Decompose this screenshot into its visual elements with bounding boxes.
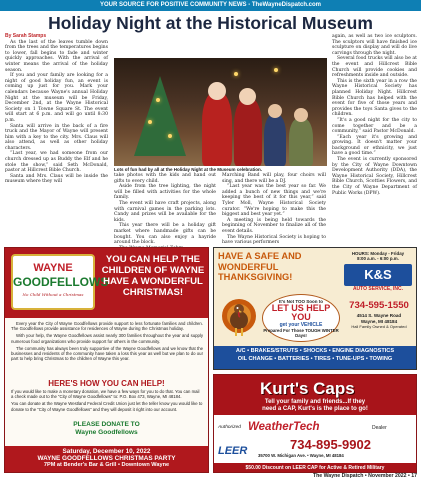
winter-prep-callout xyxy=(262,294,340,342)
paragraph: Santa and Mrs. Claus will be inside the museum where they will xyxy=(5,173,108,185)
article-column-1 xyxy=(5,34,108,185)
donate-line: PLEASE DONATE TO xyxy=(73,421,140,428)
address-line: Wayne, MI 48184 xyxy=(360,318,398,324)
kurts-header xyxy=(214,375,416,415)
page-headline: Holiday Night at the Historical Museum xyxy=(48,13,373,33)
article-column-2 xyxy=(114,173,216,251)
paragraph: If you and your family are looking for a night of good holiday fun, an event is coming up just for you. Mark your calendars because Wayne's annual Holiday Night at the museum will be Friday, December 2nd, at the Wayne Historical Society on 1 Towne Square St. The event will start at 6 p.m. and will go until 8:30 p.m. xyxy=(5,73,108,123)
goodfellows-ad-header xyxy=(5,248,208,318)
paragraph: Marching Band will play, four choirs will sing, and there will be a DJ. xyxy=(222,173,326,184)
ks-address xyxy=(344,313,414,330)
authorized-label: Authorized xyxy=(218,425,241,430)
party-banner xyxy=(5,446,208,473)
paragraph: If you would like to make a monetary donation, we have a few ways for you to do that. You can mail a check made out to the “City of Wayne Goodfellows” to: P.O. Box 473, Wayne, MI 48184. xyxy=(11,389,200,400)
paragraph: With your help, the Wayne Goodfellows assist nearly 300 families throughout the year and supply numerous food organizations who provide support for others in the community. xyxy=(11,333,203,344)
military-discount: $50.00 Discount on LEER CAP for Active & Retired Military xyxy=(214,463,416,473)
ks-logo: K&S xyxy=(344,264,412,286)
goodfellows-headline: YOU CAN HELP THE CHILDREN OF WAYNE HAVE A WONDERFUL CHRISTMAS! xyxy=(101,254,205,298)
event-photo xyxy=(114,58,327,166)
help-heading: HERE'S HOW YOU CAN HELP! xyxy=(48,379,165,388)
paragraph: The event will have craft projects, along with carnival games in the parking lots. Candy and prizes will be available for the kids. xyxy=(114,200,216,223)
photo-caption: Lots of fun had by all at the Holiday Night at the Museum celebration. xyxy=(114,167,263,172)
paragraph: take photos with the kids and hand out gifts to every child. xyxy=(114,173,216,184)
callout-line: It's Not TOO Soon to xyxy=(279,299,323,304)
paragraph: This year there will be a holiday gift market where handmade gifts can be bought. You can also enjoy a hayride around the block. xyxy=(114,223,216,246)
callout-line: get your VEHICLE xyxy=(279,322,323,328)
paragraph: The event is currently sponsored by the City of Wayne Downtown Development Authority (DDA), the Wayne Historical Society, Hillcrest Bible Church, Scotties Flowers, and the City of Wayne Department of Public Works (DPW). xyxy=(332,157,417,196)
kurts-caps-ad xyxy=(213,374,417,473)
services-line: OIL CHANGE • BATTERIES • TIRES • TUNE-UPS • TOWING xyxy=(237,355,393,362)
top-banner: YOUR SOURCE FOR POSITIVE COMMUNITY NEWS - TheWayneDispatch.com xyxy=(0,0,421,11)
page-footer: The Wayne Dispatch • November 2022 • 17 xyxy=(312,473,417,479)
callout-line: Prepared For Those TOUGH WINTER Days! xyxy=(263,328,339,339)
ks-auto-ad xyxy=(213,247,417,370)
ks-phone: 734-595-1550 xyxy=(349,300,409,311)
logo-text: WAYNE xyxy=(33,262,73,274)
event-date: Saturday, December 10, 2022 xyxy=(62,448,151,455)
hours-line: HOURS: Monday - Friday xyxy=(351,251,405,256)
address-line: Hall Family Owned & Operated xyxy=(351,324,407,330)
goodfellows-ad xyxy=(4,247,209,473)
services-list xyxy=(214,346,416,370)
kurts-tagline xyxy=(234,399,396,413)
paragraph: again, as well as two ice sculptors. The sculptors will have finished ice sculpture on display and will do live carvings through the night. xyxy=(332,34,417,56)
paragraph: You can donate at the Wayne Westland Federal Credit Union just let the teller know you would like to donate to the “City of Wayne Goodfellows” and they will deposit it right into our account. xyxy=(11,401,203,412)
logo-text: GOODFELLOWS xyxy=(13,275,109,289)
address-line: 4514 S. Wayne Road xyxy=(356,313,402,318)
weathertech-logo: WeatherTech xyxy=(248,421,320,433)
donate-callout xyxy=(5,421,208,436)
paragraph: A meeting is being held towards the beginning of November to finalize all of the event details. xyxy=(222,217,326,234)
byline: By Sarah Stamps xyxy=(5,33,47,39)
thanksgiving-headline: HAVE A SAFE AND WONDERFUL THANKSGIVING! xyxy=(218,251,302,282)
logo-tagline: No Child Without a Christmas xyxy=(22,292,84,297)
ks-service-name: AUTO SERVICE, INC. xyxy=(352,286,404,292)
paragraph: As the last of the leaves tumble down from the trees and the temperatures begins to lower, fall begins to fade and winter quickly approaches. With the arrival of winter means the arrival of the holiday season. xyxy=(5,39,108,73)
tagline-line: Tell your family and friends...If they xyxy=(264,399,366,405)
article-column-4 xyxy=(332,34,417,196)
donate-line: Wayne Goodfellows xyxy=(75,428,138,436)
goodfellows-body xyxy=(11,321,203,363)
hours xyxy=(342,251,414,262)
hours-line: 8:00 a.m. - 6:00 p.m. xyxy=(357,256,399,262)
paragraph: This is the sixth year in a row the Wayne Historical Society has planned Holiday Night. Hillcrest Bible Church has helped with the event for five of those years and provides the toys Santa gives to the children. xyxy=(332,78,417,118)
event-location: 7PM at Bender's Bar & Grill • Downtown Wayne xyxy=(43,462,170,468)
callout-line: LET US HELP YOU xyxy=(271,303,331,322)
paragraph: The Wayne Historical Society is hoping to have various performers xyxy=(222,234,326,246)
goodfellows-logo xyxy=(11,254,109,310)
paragraph: “Last year, we had someone from our church dressed up as Buddy the Elf and he stole the show,” said Seth McDonald, pastor at Hillcrest Bible Church. xyxy=(5,151,108,174)
paragraph: Several food trucks will also be at the event and Hillcrest Bible Church will provide cookies and refreshments inside and outside. xyxy=(332,56,417,79)
paragraph: Every year the City of Wayne Goodfellows provide support to less fortunate families and children. The Goodfellows provide assistance for residences of Wayne during the Christmas holiday. xyxy=(11,321,203,332)
kurts-phone: 734-895-9902 xyxy=(290,437,371,452)
paragraph: Aside from the tree lighting, the night will be filled with activities for the whole family. xyxy=(114,184,216,201)
paragraph: Santa will arrive in the back of a fire truck and the Mayor of Wayne will present him with a key to the city. Mrs. Claus will also attend, as well as other holiday characters. xyxy=(5,123,108,151)
services-line: A/C • BRAKES/STRUTS • SHOCKS • ENGINE DIAGNOSTICS xyxy=(235,348,395,354)
turkey-icon xyxy=(220,296,258,340)
paragraph: The community has always been truly supportive of the Wayne Goodfellows and we know that the businesses and residents of the community have taken a loss this year as well but we plan to do our part to help bring Christmas to the children of Wayne this year. xyxy=(11,345,203,362)
tagline-line: need a CAP, Kurt's is the place to go! xyxy=(262,406,368,412)
kurts-address: 35700 W. Michigan Ave. • Wayne, MI 48184 xyxy=(258,453,344,458)
dealer-label: Dealer xyxy=(372,425,387,431)
event-name: WAYNE GOODFELLOWS CHRISTMAS PARTY xyxy=(37,455,176,462)
paragraph: “Last year was the best year so far. We added a bunch of new things and we're keeping the best of it for this year,” said Tyler Moll, Wayne Historical Society curator. “We're hoping to make this the biggest and best year yet.” xyxy=(222,184,326,218)
help-body xyxy=(11,389,203,414)
paragraph: “Each year it's growing and growing. It doesn't matter your background or ethnicity, we just have a good time.” xyxy=(332,134,417,157)
leer-logo: LEER xyxy=(218,445,248,457)
kurts-logo: Kurt's Caps xyxy=(260,379,355,398)
paragraph: “It's a good night for the city to come together and be a community,” said Pastor McDonald. xyxy=(332,117,417,135)
article-column-3 xyxy=(222,173,326,246)
